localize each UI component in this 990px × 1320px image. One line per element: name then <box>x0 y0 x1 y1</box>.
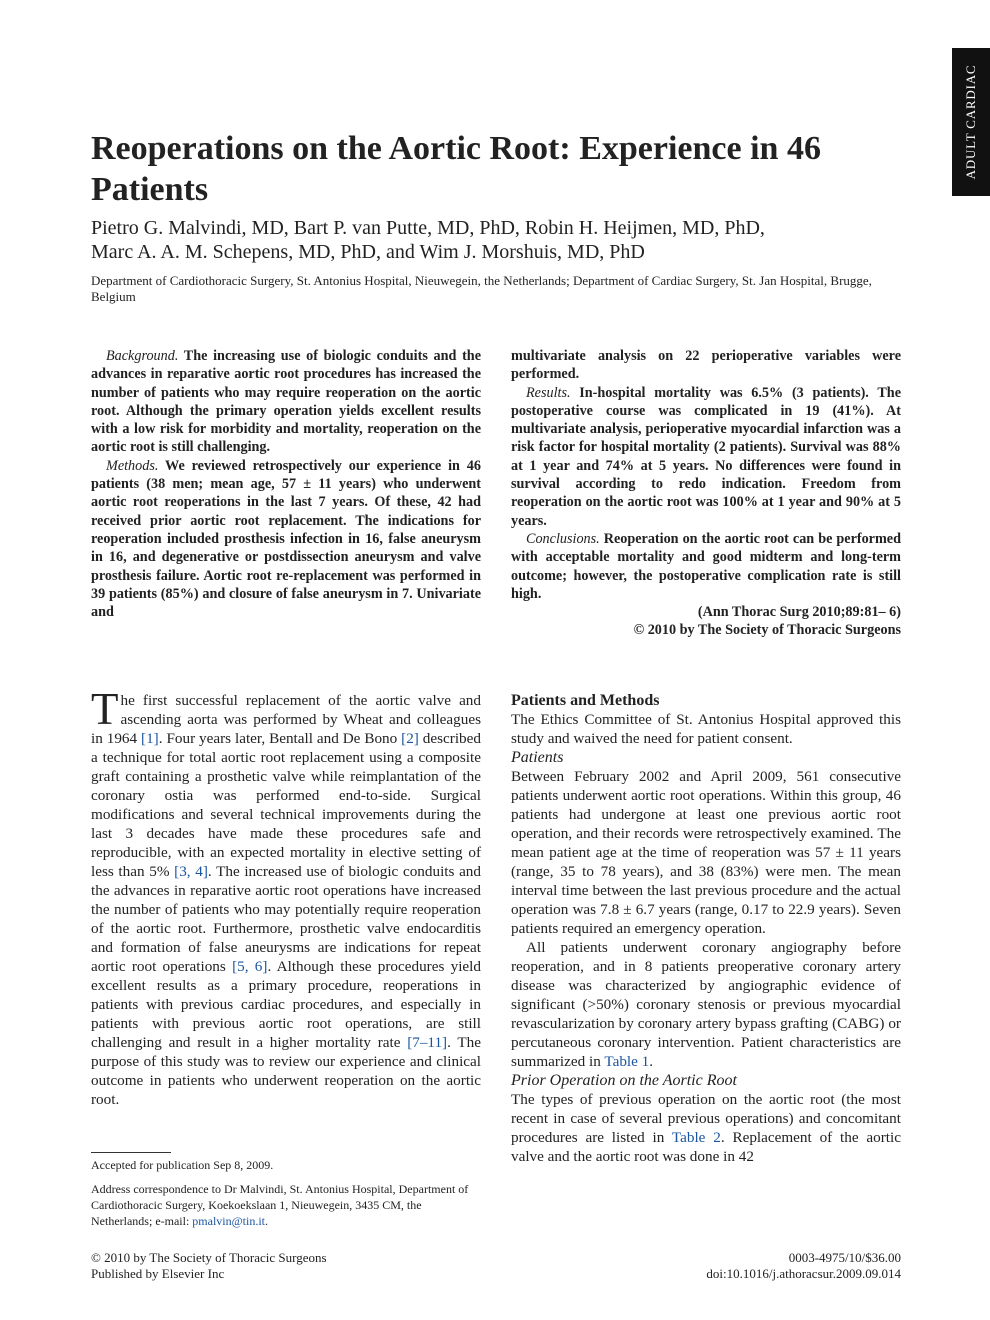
intro-text-3: described a technique for total aortic root replacement using a composite graft containing a prosthetic valve while reimplantation of the coronary ostia was performed end-to-side. Surgical modifications and several technical improvements during the last 3 decades have made these procedures safe and reproducible, with an expected mortality in elective setting of less than 5% <box>91 730 481 880</box>
abstract-column-right <box>511 347 901 640</box>
patients-heading: Patients <box>511 749 564 766</box>
prior-operation-paragraph <box>511 1090 901 1166</box>
accepted-note: Accepted for publication Sep 8, 2009. <box>91 1158 274 1172</box>
author-line-1: Pietro G. Malvindi, MD, Bart P. van Putte, MD, PhD, Robin H. Heijmen, MD, PhD, <box>91 217 765 239</box>
author-list <box>91 216 931 264</box>
abstract-copyright: © 2010 by The Society of Thoracic Surgeons <box>633 622 901 639</box>
correspondence-note <box>91 1181 481 1229</box>
journal-citation: (Ann Thorac Surg 2010;89:81– 6) <box>697 604 901 621</box>
footer-publisher: Published by Elsevier Inc <box>91 1265 225 1281</box>
intro-paragraph <box>91 684 481 1109</box>
abstract-column-left <box>91 347 481 621</box>
abstract-results <box>511 384 901 530</box>
footer-left <box>91 1250 327 1281</box>
results-label: Results. <box>526 384 571 401</box>
prior-operation-heading: Prior Operation on the Aortic Root <box>511 1072 737 1089</box>
intro-text-2: . Four years later, Bentall and De Bono <box>158 730 402 747</box>
intro-text-1: he first successful replacement of the aortic valve and ascending aorta was performed by Wheat and colleagues in 1964 <box>91 692 481 747</box>
email-link[interactable]: pmalvin@tin.it <box>192 1214 266 1228</box>
footnote-divider <box>91 1152 171 1153</box>
abstract-background <box>91 347 481 457</box>
background-label: Background. <box>106 348 179 364</box>
author-line-2: Marc A. A. M. Schepens, MD, PhD, and Wim J. Morshuis, MD, PhD <box>91 241 645 263</box>
abstract-methods <box>91 457 481 622</box>
affiliation: Department of Cardiothoracic Surgery, St. Antonius Hospital, Nieuwegein, the Netherlands; Department of Cardiac Surgery, St. Jan Hospital, Brugge, Belgium <box>91 273 872 304</box>
footer-copyright: © 2010 by The Society of Thoracic Surgeons <box>91 1250 327 1265</box>
patients-paragraph-1: Between February 2002 and April 2009, 561 consecutive patients underwent aortic root operations. Within this group, 46 patients had undergone at least one previous aortic root operation, and their records were retrospectively examined. The mean patient age at the time of reoperation was 57 ± 11 years (range, 35 to 78 years), and 38 (83%) were men. The mean interval time between the last previous procedure and the actual operation was 7.8 ± 6.7 years (range, 0.17 to 22.9 years). Seven patients required an emergency operation. <box>511 768 901 937</box>
footer-issn: 0003-4975/10/$36.00 <box>788 1250 901 1265</box>
footer-right <box>600 1250 901 1281</box>
drop-cap: T <box>91 684 119 734</box>
ref-1-link[interactable]: [1] <box>141 730 159 747</box>
section-tab-label: ADULT CARDIAC <box>963 64 978 180</box>
abstract-conclusions <box>511 530 901 603</box>
ref-2-link[interactable]: [2] <box>401 730 419 747</box>
footnotes <box>91 1157 481 1229</box>
patients-p2-end: . <box>649 1053 654 1070</box>
patients-paragraph-2 <box>511 938 901 1071</box>
prior-text-end: . Replacement of the aortic valve and the aortic root was done in 42 <box>511 1129 901 1165</box>
article-title: Reoperations on the Aortic Root: Experience in 46 Patients <box>91 130 821 208</box>
introduction <box>91 684 481 1109</box>
footer-doi: doi:10.1016/j.athoracsur.2009.09.014 <box>706 1265 901 1281</box>
results-text: In-hospital mortality was 6.5% (3 patients). The postoperative course was complicated in 19 (41%). At multivariate analysis, perioperative myocardial infarction was a risk factor for hospital mortality (2 patients). Survival was 88% at 1 year and 74% at 5 years. No differences were found in survival according to redo indication. Freedom from reoperation on the aortic root was 100% at 1 year and 90% at 5 years. <box>511 384 901 529</box>
ref-7-11-link[interactable]: [7–11] <box>407 1034 448 1051</box>
methods-label: Methods. <box>106 457 159 474</box>
abstract-methods-continued: multivariate analysis on 22 perioperative variables were performed. <box>511 348 901 383</box>
section-tab <box>952 48 990 196</box>
table-1-link[interactable]: Table 1 <box>604 1053 650 1070</box>
conclusions-label: Conclusions. <box>526 530 600 547</box>
background-text: The increasing use of biologic conduits and the advances in reparative aortic root procedures has increased the number of patients who may require reoperation on the aortic root. Although the primary operation yields excellent results with a low risk for morbidity and mortality, reoperation on the aortic root is still challenging. <box>91 348 481 456</box>
ref-3-4-link[interactable]: [3, 4] <box>174 863 208 880</box>
intro-text-4: . The increased use of biologic conduits and the advances in reparative aortic root operations have increased the number of patients who may potentially require reoperation of the aortic root. Furthermore, prosthetic valve endocarditis and formation of false aneurysms are indications for repeat aortic root operations <box>91 863 481 975</box>
patients-and-methods <box>511 691 901 1166</box>
prior-text: The types of previous operation on the aortic root (the most recent in case of several previous operations) and concomitant procedures are listed in <box>511 1091 901 1146</box>
intro-text-5: . Although these procedures yield excellent results as a primary procedure, reoperations in patients with previous cardiac procedures, and especially in patients with previous aortic root operations, are still challenging and result in a higher mortality rate <box>91 958 481 1051</box>
table-2-link[interactable]: Table 2 <box>671 1129 721 1146</box>
patients-p2-text: All patients underwent coronary angiography before reoperation, and in 8 patients preoperative coronary artery disease was characterized by angiographic evidence of significant (>50%) coronary stenosis or previous myocardial revascularization by coronary artery bypass grafting (CABG) or percutaneous coronary intervention. Patient characteristics are summarized in <box>511 939 901 1070</box>
conclusions-text: Reoperation on the aortic root can be performed with acceptable mortality and good midterm and long-term outcome; however, the postoperative complication rate is still high. <box>511 530 901 602</box>
address-end: . <box>265 1214 269 1228</box>
section-heading: Patients and Methods <box>511 692 660 709</box>
ref-5-6-link[interactable]: [5, 6] <box>232 958 268 975</box>
intro-text-6: . The purpose of this study was to review our experience and clinical outcome in patients who underwent reoperation on the aortic root. <box>91 1034 481 1108</box>
ethics-paragraph: The Ethics Committee of St. Antonius Hospital approved this study and waived the need for patient consent. <box>511 711 901 747</box>
address-text: Address correspondence to Dr Malvindi, St. Antonius Hospital, Department of Cardiothoracic Surgery, Koekoekslaan 1, Nieuwegein, 3435 CM, the Netherlands; e-mail: <box>91 1182 469 1228</box>
methods-text: We reviewed retrospectively our experience in 46 patients (38 men; mean age, 57 ± 11 years) who underwent aortic root reoperations in the last 7 years. Of these, 42 had received prior aortic root replacement. The indications for reoperation included prosthesis infection in 16, false aneurysm in 16, and degenerative or postdissection aneurysm and valve prosthesis failure. Aortic root re-replacement was performed in 39 patients (85%) and closure of false aneurysm in 7. Univariate and <box>91 457 481 621</box>
